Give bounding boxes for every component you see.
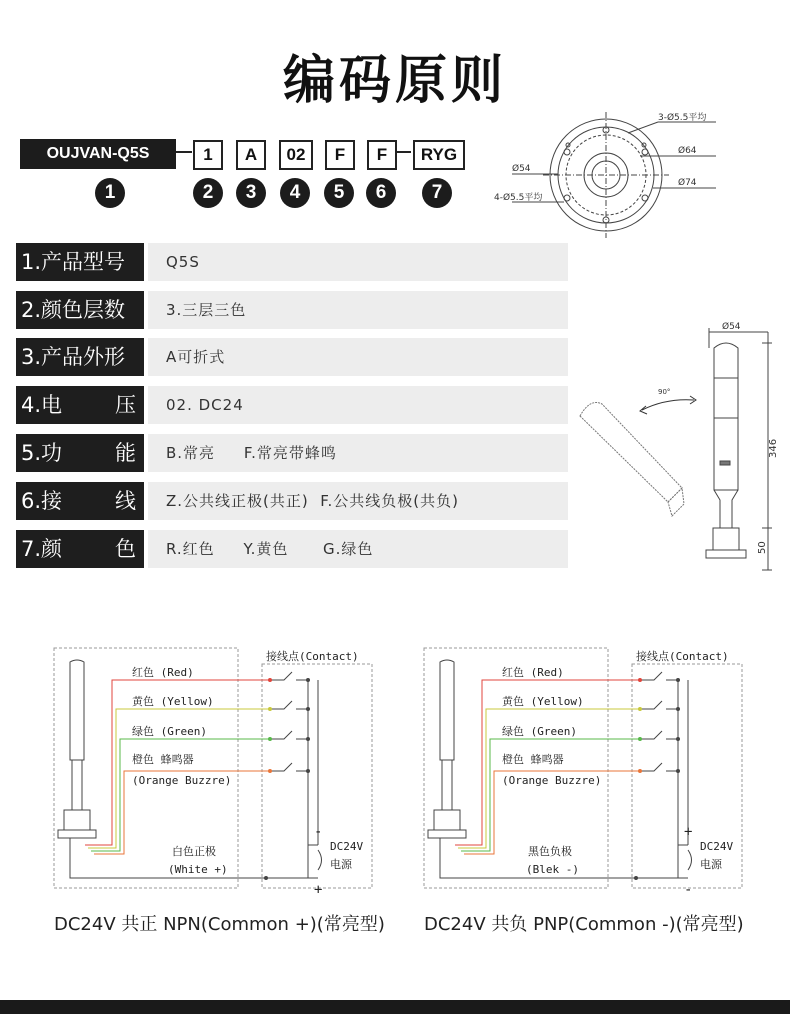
bottom-dark-strip bbox=[0, 1000, 790, 1014]
spec-value-shape: A可折式 bbox=[148, 338, 568, 376]
spec-value-voltage: 02. DC24 bbox=[148, 386, 568, 424]
mount-label-holes3: 3-Ø5.5平均 bbox=[658, 113, 707, 123]
mount-label-d74: Ø74 bbox=[678, 178, 697, 188]
pnp-common-label: 黑色负极 bbox=[528, 845, 572, 858]
code-box-wiring: F bbox=[367, 140, 397, 170]
npn-wire-yellow: 黄色 (Yellow) bbox=[132, 695, 214, 708]
npn-wire-red: 红色 (Red) bbox=[132, 666, 194, 679]
pnp-wire-green: 绿色 (Green) bbox=[502, 725, 577, 738]
npn-power-label: DC24V bbox=[330, 840, 364, 853]
mounting-base-drawing bbox=[488, 108, 728, 244]
side-dim-height: 346 bbox=[768, 438, 779, 458]
npn-power-label-cn: 电源 bbox=[330, 858, 352, 871]
npn-caption: DC24V 共正 NPN(Common +)(常亮型) bbox=[54, 914, 385, 935]
npn-common-label-en: (White +) bbox=[168, 863, 228, 876]
side-dim-angle: 90° bbox=[658, 388, 671, 396]
pnp-power-label: DC24V bbox=[700, 840, 734, 853]
pnp-wire-orange: 橙色 蜂鸣器 bbox=[502, 753, 564, 766]
pnp-wire-yellow: 黄色 (Yellow) bbox=[502, 695, 584, 708]
code-box-layers: 1 bbox=[193, 140, 223, 170]
code-box-voltage: 02 bbox=[279, 140, 313, 170]
model-code-box: OUJVAN-Q5S bbox=[20, 139, 176, 169]
pnp-common-label-en: (Blek -) bbox=[526, 863, 579, 876]
spec-label-wiring: 6.接 线 bbox=[16, 482, 144, 520]
spec-value-color: R.红色 Y.黄色 G.绿色 bbox=[148, 530, 568, 568]
spec-label-color: 7.颜 色 bbox=[16, 530, 144, 568]
spec-value-model: Q5S bbox=[148, 243, 568, 281]
npn-contact-title: 接线点(Contact) bbox=[266, 650, 359, 663]
page-title: 编码原则 bbox=[282, 51, 507, 111]
side-dim-diameter: Ø54 bbox=[722, 322, 741, 332]
code-number-6: 6 bbox=[366, 178, 396, 208]
code-number-7: 7 bbox=[422, 178, 452, 208]
npn-wire-orange: 橙色 蜂鸣器 bbox=[132, 753, 194, 766]
code-divider bbox=[176, 151, 192, 153]
pnp-top-sign: + bbox=[684, 824, 693, 840]
npn-bottom-sign: + bbox=[314, 882, 323, 898]
wiring-diagram-pnp bbox=[410, 640, 750, 900]
npn-common-label: 白色正极 bbox=[172, 845, 216, 858]
code-divider bbox=[397, 151, 411, 153]
spec-label-function: 5.功 能 bbox=[16, 434, 144, 472]
npn-top-sign: - bbox=[314, 824, 323, 840]
code-number-5: 5 bbox=[324, 178, 354, 208]
code-number-2: 2 bbox=[193, 178, 223, 208]
mount-label-d64: Ø64 bbox=[678, 146, 697, 156]
tower-light-side-drawing bbox=[572, 318, 782, 588]
code-number-4: 4 bbox=[280, 178, 310, 208]
spec-value-function: B.常亮 F.常亮带蜂鸣 bbox=[148, 434, 568, 472]
spec-label-layers: 2.颜色层数 bbox=[16, 291, 144, 329]
spec-value-layers: 3.三层三色 bbox=[148, 291, 568, 329]
wiring-diagram-npn bbox=[40, 640, 380, 900]
spec-label-model: 1.产品型号 bbox=[16, 243, 144, 281]
code-box-shape: A bbox=[236, 140, 266, 170]
spec-label-shape: 3.产品外形 bbox=[16, 338, 144, 376]
spec-value-wiring: Z.公共线正极(共正) F.公共线负极(共负) bbox=[148, 482, 568, 520]
code-number-1: 1 bbox=[95, 178, 125, 208]
code-number-3: 3 bbox=[236, 178, 266, 208]
code-box-colors: RYG bbox=[413, 140, 465, 170]
pnp-wire-orange-en: (Orange Buzzre) bbox=[502, 774, 602, 787]
pnp-bottom-sign: - bbox=[684, 882, 693, 898]
pnp-contact-title: 接线点(Contact) bbox=[636, 650, 729, 663]
pnp-wire-red: 红色 (Red) bbox=[502, 666, 564, 679]
side-dim-base: 50 bbox=[757, 541, 768, 554]
npn-wire-orange-en: (Orange Buzzre) bbox=[132, 774, 232, 787]
pnp-power-label-cn: 电源 bbox=[700, 858, 722, 871]
mount-label-d54: Ø54 bbox=[512, 164, 531, 174]
spec-label-voltage: 4.电 压 bbox=[16, 386, 144, 424]
code-box-function: F bbox=[325, 140, 355, 170]
npn-wire-green: 绿色 (Green) bbox=[132, 725, 207, 738]
pnp-caption: DC24V 共负 PNP(Common -)(常亮型) bbox=[424, 914, 744, 935]
mount-label-holes4: 4-Ø5.5平均 bbox=[494, 193, 543, 203]
